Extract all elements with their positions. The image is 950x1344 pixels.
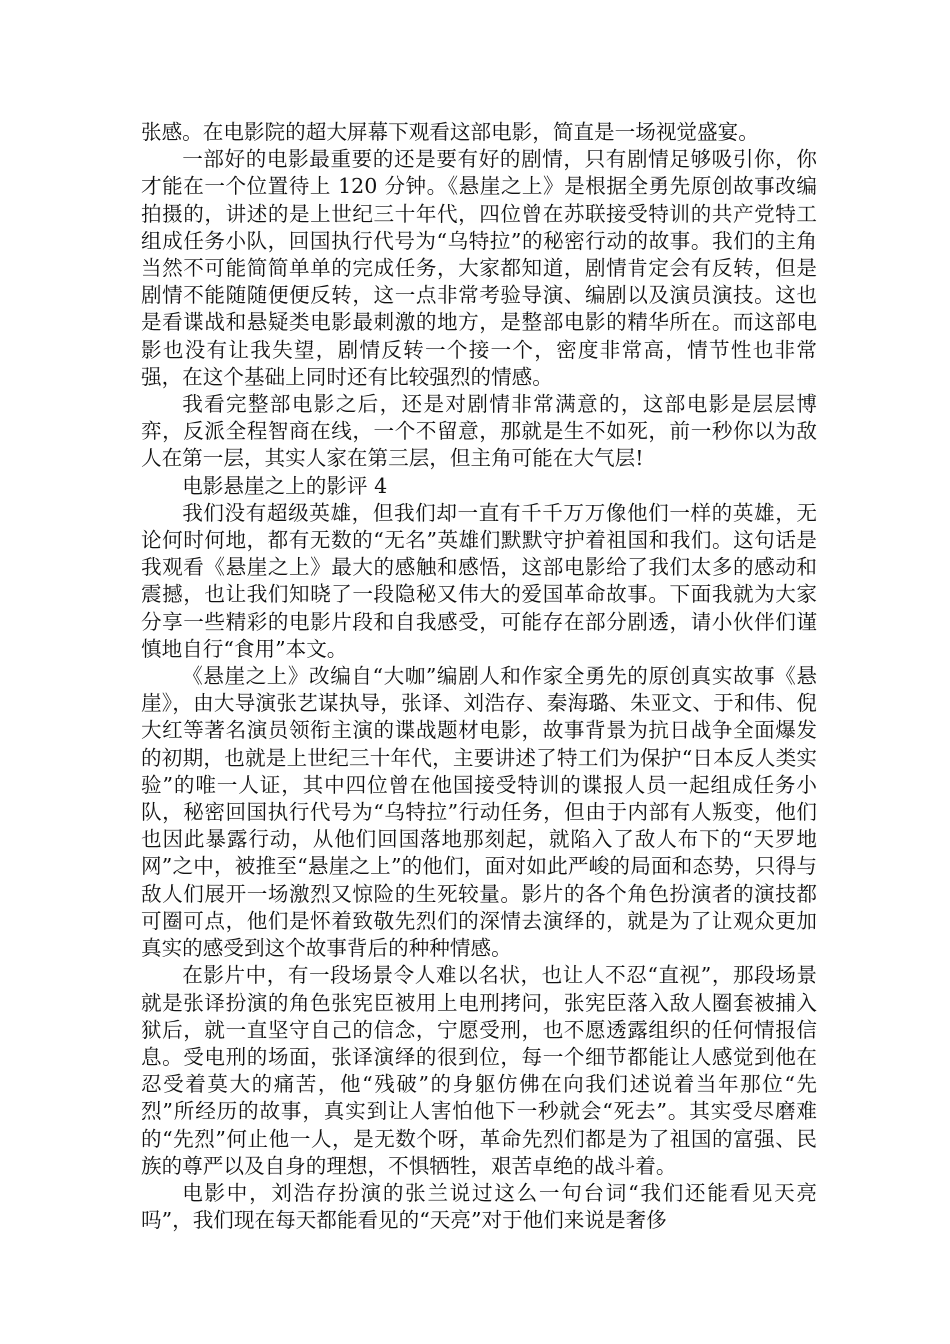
paragraph: 在影片中，有一段场景令人难以名状，也让人不忍“直视”，那段场景就是张译扮演的角色张宪臣被用上电刑拷问，张宪臣落入敌人圈套被捕入狱后，就一直坚守自己的信念，宁愿受刑，也不愿透露组织的任何情报信息。受电刑的场面，张译演绎的很到位，每一个细节都能让人感觉到他在忍受着莫大的痛苦，他“残破”的身躯仿佛在向我们述说着当年那位“先烈”所经历的故事，真实到让人害怕他下一秒就会“死去”。其实受尽磨难的“先烈”何止他一人，是无数个呀，革命先烈们都是为了祖国的富强、民族的尊严以及自身的理想，不惧牺牲，艰苦卓绝的战斗着。: [141, 963, 817, 1178]
paragraph: 我们没有超级英雄，但我们却一直有千千万万像他们一样的英雄，无论何时何地，都有无数的“无名”英雄们默默守护着祖国和我们。这句话是我观看《悬崖之上》最大的感触和感悟，这部电影给了我们太多的感动和震撼，也让我们知晓了一段隐秘又伟大的爱国革命故事。下面我就为大家分享一些精彩的电影片段和自我感受，可能存在部分剧透，请小伙伴们谨慎地自行“食用”本文。: [141, 500, 817, 661]
paragraph: 我看完整部电影之后，还是对剧情非常满意的，这部电影是层层博弈，反派全程智商在线，一个不留意，那就是生不如死，前一秒你以为敌人在第一层，其实人家在第三层，但主角可能在大气层!: [141, 392, 817, 471]
paragraph: 一部好的电影最重要的还是要有好的剧情，只有剧情足够吸引你，你才能在一个位置待上 120 分钟。《悬崖之上》是根据全勇先原创故事改编拍摄的，讲述的是上世纪三十年代，四位曾在苏联接受特训的共产党特工组成任务小队，回国执行代号为“乌特拉”的秘密行动的故事。我们的主角当然不可能简简单单的完成任务，大家都知道，剧情肯定会有反转，但是剧情不能随随便便反转，这一点非常考验导演、编剧以及演员演技。这也是看谍战和悬疑类电影最刺激的地方，是整部电影的精华所在。而这部电影也没有让我失望，剧情反转一个接一个，密度非常高，情节性也非常强，在这个基础上同时还有比较强烈的情感。: [141, 147, 817, 389]
paragraph: 电影中，刘浩存扮演的张兰说过这么一句台词“我们还能看见天亮吗”，我们现在每天都能看见的“天亮”对于他们来说是奢侈: [141, 1180, 817, 1233]
paragraph-continuation: 张感。在电影院的超大屏幕下观看这部电影，简直是一场视觉盛宴。: [141, 120, 759, 144]
paragraph: 《悬崖之上》改编自“大咖”编剧人和作家全勇先的原创真实故事《悬崖》，由大导演张艺谋执导，张译、刘浩存、秦海璐、朱亚文、于和伟、倪大红等著名演员领衔主演的谍战题材电影，故事背景为抗日战争全面爆发的初期，也就是上世纪三十年代，主要讲述了特工们为保护“日本反人类实验”的唯一人证，其中四位曾在他国接受特训的谍报人员一起组成任务小队，秘密回国执行代号为“乌特拉”行动任务，但由于内部有人叛变，他们也因此暴露行动，从他们回国落地那刻起，就陷入了敌人布下的“天罗地网”之中，被推至“悬崖之上”的他们，面对如此严峻的局面和态势，只得与敌人们展开一场激烈又惊险的生死较量。影片的各个角色扮演者的演技都可圈可点，他们是怀着致敬先烈们的深情去演绎的，就是为了让观众更加真实的感受到这个故事背后的种种情感。: [141, 664, 817, 961]
section-heading: 电影悬崖之上的影评 4: [182, 473, 388, 498]
document-page: [141, 119, 817, 1234]
